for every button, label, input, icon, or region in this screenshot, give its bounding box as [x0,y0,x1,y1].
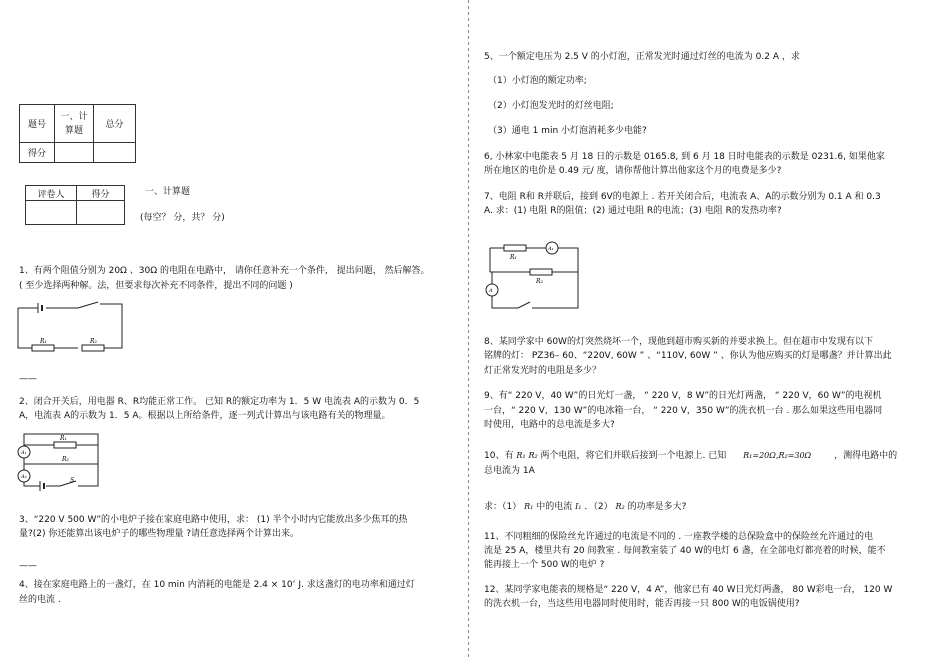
q8-line3: 灯正常发光时的电阻是多少？ [484,366,602,376]
q4-line1: 4、接在家庭电路上的一盏灯，在 10 min 内消耗的电能是 2.4 × 10ʻ J. 求这盏灯的电功率和通过灯 [19,580,415,590]
section-title: 一、计算题 [145,187,191,197]
q1-dash: —— [19,374,37,384]
q2-line1: 2、闭合开关后，用电器 R、R均能正常工作。 已知 R的额定功率为 1．5 W 电流表 A的示数为 0．5 [19,397,420,407]
score-table-header-number: 题号 [20,105,55,143]
q7-line2: A. 求：(1) 电阻 R的阻值；(2) 通过电阻 R的电流；(3) 电阻 R的发热功率? [484,206,782,216]
grader-header: 评卷人 [26,186,77,201]
q8-line2: 铭牌的灯： PZ36– 60、“220V, 60W ” 、“110V, 60W ” 、你认为他应购买的灯是哪盏？并计算出此 [484,351,892,361]
q10-ask: 求：（1） R₁ 中的电流 I₁ ．（2） R₂ 的功率是多大? [484,502,687,512]
ammeter-a1-label: A₁ [21,450,27,456]
r1-symbol: R₁ [516,451,526,460]
score-table-cell [55,143,94,163]
q12-line1: 12、某同学家电能表的规格是“ 220 V，4 A”，他家已有 40 W日光灯两盏， 80 W彩电一台， 120 W [484,585,893,595]
ammeter-a2-label: A₂ [21,474,27,480]
grader-score-header: 得分 [77,186,125,201]
section-note: (每空？ 分，共？ 分) [140,213,225,223]
q3-dash: —— [19,561,37,571]
circuit-diagram-2 [14,430,104,496]
q5-part3: （3）通电 1 min 小灯泡消耗多少电能? [488,126,647,136]
q1-line2: ( 至少选择两种解。法，但要求每次补充不同条件，提出不同的问题 ) [19,281,293,291]
q12-line2: 的洗衣机一台，当这些用电器同时使用时，能否再接一只 800 W的电饭锅使用? [484,599,800,609]
score-table-row-score: 得分 [20,143,55,163]
r1-symbol: R₁ [524,502,534,511]
q3-line2: 量?(2) 你还能算出该电炉子的哪些物理量 ?请任意选择两个计算出来。 [19,529,300,539]
q5-part1: （1）小灯泡的额定功率; [488,76,587,86]
score-table-cell [94,143,136,163]
ammeter-a-label: A [489,288,493,294]
r1-label: R₁ [40,338,47,345]
q9-line3: 时使用，电路中的总电流是多大? [484,420,615,430]
q10-line2: 总电流为 1A [484,466,535,476]
q9-line2: 一台，“ 220 V，130 W”的电冰箱一台， “ 220 V，350 W”的洗衣机一台 . 那么如果这些用电器同 [484,406,883,416]
r2-label: R₂ [536,278,543,285]
q5-part2: （2）小灯泡发光时的灯丝电阻; [488,101,614,111]
r2-symbol: R₂ [528,451,538,460]
score-table-header-total: 总分 [94,105,136,143]
q7-line1: 7、电阻 R和 R并联后，接到 6V的电源上 . 若开关闭合后，电流表 A、A的示数分别为 0.1 A 和 0.3 [484,192,881,202]
grader-cell [77,201,125,225]
grader-cell [26,201,77,225]
r1-label: R₁ [60,435,67,442]
q10-line1: 10、有 R₁ R₂ 两个电阻，将它们并联后接到一个电源上. 已知 R₁=20Ω,R₂=30Ω ，测得电路中的 [484,451,898,461]
resistance-formula: R₁=20Ω,R₂=30Ω [743,451,812,460]
r2-label: R₂ [62,456,69,463]
q3-line1: 3、“220 V 500 W”的小电炉子接在家庭电路中使用，求： (1) 半个小时内它能放出多少焦耳的热 [19,515,408,525]
ammeter-a1-label: A₁ [548,246,554,252]
circuit-diagram-3 [482,232,582,312]
score-table [19,104,136,163]
column-divider [468,0,469,658]
q6-line1: 6, 小林家中电能表 5 月 18 日的示数是 0165.8, 到 6 月 18 日时电能表的示数是 0231.6, 如果他家 [484,152,885,162]
score-table-header-section: 一、计 算题 [55,105,94,143]
switch-label: S [70,477,75,484]
q9-line1: 9、有“ 220 V，40 W”的日光灯一盏， “ 220 V，8 W”的日光灯两盏， “ 220 V，60 W”的电视机 [484,391,882,401]
q11-line3: 能再接上一个 500 W的电炉 ? [484,560,605,570]
r2-label: R₂ [90,338,97,345]
q8-line1: 8、某同学家中 60W的灯突然烧坏一个，现他到超市购买新的并要求换上。但在超市中发现有以下 [484,337,873,347]
q11-line2: 流是 25 A，楼里共有 20 间教室 . 每间教室装了 40 W的电灯 6 盏，在全部电灯都亮着的时候，能不 [484,546,886,556]
grader-table [25,185,125,225]
q6-line2: 所在地区的电价是 0.49 元/ 度，请你帮他计算出他家这个月的电费是多少? [484,166,782,176]
q4-line2: 丝的电流 . [19,595,61,605]
circuit-diagram-1 [16,300,126,358]
q5-line1: 5、一个额定电压为 2.5 V 的小灯泡，正常发光时通过灯丝的电流为 0.2 A ，求 [484,52,800,62]
r2-symbol: R₂ [615,502,625,511]
q1-line1: 1、有两个阻值分别为 20Ω 、30Ω 的电阻在电路中， 请你任意补充一个条件， 提出问题， 然后解答。 [19,266,430,276]
r1-label: R₁ [510,254,517,261]
q11-line1: 11、不同粗细的保险丝允许通过的电流是不同的 . 一座教学楼的总保险盒中的保险丝允许通过的电 [484,532,874,542]
q2-line2: A，电流表 A的示数为 1．5 A。根据以上所给条件，逐一列式计算出与该电路有关的物理量。 [19,411,391,421]
i1-symbol: I₁ [575,502,582,511]
